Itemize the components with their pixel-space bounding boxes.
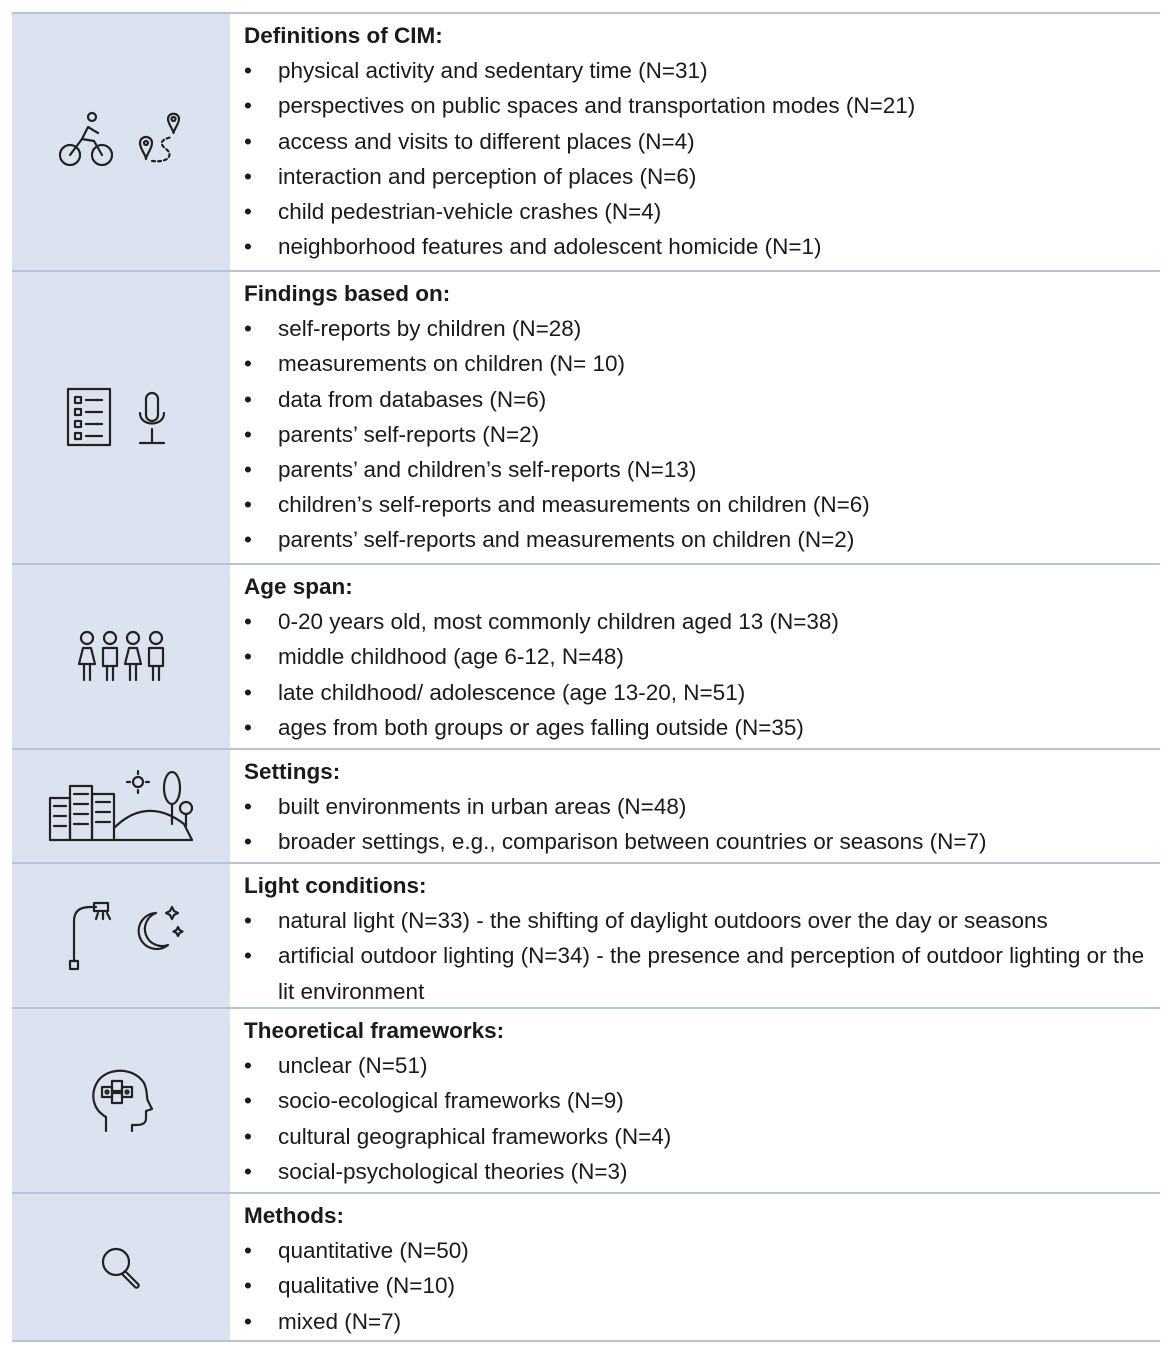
list-item-text: parents’ and children’s self-reports (N=13): [278, 457, 697, 483]
section-heading: Settings:: [244, 759, 341, 784]
list-item-text: self-reports by children (N=28): [278, 316, 582, 342]
bullet: •: [244, 457, 252, 483]
section-heading: Methods:: [244, 1203, 344, 1228]
list-item-text: data from databases (N=6): [278, 386, 547, 412]
bullet: •: [244, 943, 252, 969]
list-item-text: parents’ self-reports (N=2): [278, 421, 540, 447]
list-item-text: qualitative (N=10): [278, 1273, 455, 1299]
list-item-text: socio-ecological frameworks (N=9): [278, 1088, 624, 1114]
bullet: •: [244, 609, 252, 635]
list-item: [244, 1119, 1160, 1154]
list-item: [244, 639, 1160, 674]
bullet: •: [244, 421, 252, 447]
row-methods: [12, 1194, 1160, 1342]
bullet: •: [244, 527, 252, 553]
icon-cell: [12, 14, 230, 270]
text-cell: [230, 750, 1160, 862]
list-item: [244, 938, 1160, 1008]
section-heading: Findings based on:: [244, 281, 451, 306]
list-item-text: measurements on children (N= 10): [278, 351, 626, 377]
text-cell: [230, 272, 1160, 563]
list-item: [244, 382, 1160, 417]
row-settings: [12, 750, 1160, 864]
list-item: [244, 1048, 1160, 1083]
bullet: •: [244, 128, 252, 154]
text-cell: [230, 864, 1160, 1007]
icon-cell: [12, 750, 230, 862]
bullet: •: [244, 679, 252, 705]
row-definitions: [12, 14, 1160, 272]
icon-cell: [12, 565, 230, 748]
list-item-text: 0-20 years old, most commonly children aged 13 (N=38): [278, 609, 839, 635]
text-cell: [230, 565, 1160, 748]
bullet: •: [244, 234, 252, 260]
icon-cell: [12, 272, 230, 563]
section-heading: Theoretical frameworks:: [244, 1018, 505, 1043]
list-item: [244, 1233, 1160, 1268]
list-item: [244, 903, 1160, 938]
list-item-text: late childhood/ adolescence (age 13-20, N=51): [278, 679, 746, 705]
list-item: [244, 487, 1160, 522]
list-item: [244, 1083, 1160, 1118]
bullet: •: [244, 386, 252, 412]
bullet: •: [244, 58, 252, 84]
text-cell: [230, 14, 1160, 270]
bullet: •: [244, 1308, 252, 1334]
list-item-text: interaction and perception of places (N=6): [278, 163, 697, 189]
questionnaire-microphone-icon: [66, 387, 176, 449]
bullet: •: [244, 199, 252, 225]
icon-cell: [12, 864, 230, 1007]
list-item-text: access and visits to different places (N=4): [278, 128, 695, 154]
list-item-text: middle childhood (age 6-12, N=48): [278, 644, 624, 670]
bullet: •: [244, 1123, 252, 1149]
list-item-text: social-psychological theories (N=3): [278, 1158, 628, 1184]
list-item: [244, 1154, 1160, 1189]
bullet: •: [244, 1158, 252, 1184]
list-item: [244, 417, 1160, 452]
row-theoretical-frameworks: [12, 1009, 1160, 1194]
city-landscape-icon: [46, 768, 196, 844]
text-cell: [230, 1009, 1160, 1192]
list-item: [244, 346, 1160, 381]
text-cell: [230, 1194, 1160, 1340]
cycling-route-icon: [56, 107, 186, 177]
list-item-text: parents’ self-reports and measurements on children (N=2): [278, 527, 855, 553]
list-item: [244, 159, 1160, 194]
list-item: [244, 452, 1160, 487]
bullet: •: [244, 163, 252, 189]
row-findings: [12, 272, 1160, 565]
magnifier-icon: [98, 1244, 144, 1290]
list-item-text: cultural geographical frameworks (N=4): [278, 1123, 672, 1149]
section-heading: Definitions of CIM:: [244, 23, 443, 48]
list-item: [244, 1304, 1160, 1339]
list-item-text: unclear (N=51): [278, 1053, 428, 1079]
list-item: [244, 675, 1160, 710]
list-item-text: children’s self-reports and measurements on children (N=6): [278, 492, 870, 518]
bullet: •: [244, 1088, 252, 1114]
row-age-span: [12, 565, 1160, 750]
list-item-text: mixed (N=7): [278, 1308, 402, 1334]
bullet: •: [244, 93, 252, 119]
summary-table: [12, 12, 1160, 1342]
bullet: •: [244, 829, 252, 855]
bullet: •: [244, 351, 252, 377]
children-group-icon: [75, 630, 167, 684]
bullet: •: [244, 492, 252, 518]
list-item-text: quantitative (N=50): [278, 1238, 469, 1264]
list-item-text: ages from both groups or ages falling outside (N=35): [278, 714, 804, 740]
list-item: [244, 88, 1160, 123]
list-item: [244, 124, 1160, 159]
list-item: [244, 824, 1160, 859]
bullet: •: [244, 714, 252, 740]
bullet: •: [244, 908, 252, 934]
list-item: [244, 229, 1160, 264]
list-item: [244, 194, 1160, 229]
list-item-text: physical activity and sedentary time (N=31): [278, 58, 708, 84]
bullet: •: [244, 1238, 252, 1264]
list-item: [244, 53, 1160, 88]
list-item: [244, 604, 1160, 639]
list-item: [244, 311, 1160, 346]
row-light-conditions: [12, 864, 1160, 1009]
list-item-text: neighborhood features and adolescent homicide (N=1): [278, 234, 822, 260]
list-item-text: child pedestrian-vehicle crashes (N=4): [278, 199, 662, 225]
icon-cell: [12, 1194, 230, 1340]
list-item: [244, 710, 1160, 745]
head-puzzle-icon: [88, 1067, 154, 1135]
bullet: •: [244, 794, 252, 820]
bullet: •: [244, 316, 252, 342]
list-item-text: built environments in urban areas (N=48): [278, 794, 687, 820]
list-item-text: artificial outdoor lighting (N=34) - the presence and perception of outdoor lighting or the lit environment: [278, 943, 1145, 1004]
bullet: •: [244, 1053, 252, 1079]
icon-cell: [12, 1009, 230, 1192]
section-heading: Light conditions:: [244, 873, 427, 898]
list-item: [244, 522, 1160, 557]
list-item: [244, 1268, 1160, 1303]
section-heading: Age span:: [244, 574, 353, 599]
list-item: [244, 789, 1160, 824]
list-item-text: perspectives on public spaces and transportation modes (N=21): [278, 93, 916, 119]
list-item-text: natural light (N=33) - the shifting of daylight outdoors over the day or seasons: [278, 908, 1048, 934]
streetlight-moon-icon: [56, 901, 186, 971]
bullet: •: [244, 1273, 252, 1299]
list-item-text: broader settings, e.g., comparison between countries or seasons (N=7): [278, 829, 987, 855]
bullet: •: [244, 644, 252, 670]
